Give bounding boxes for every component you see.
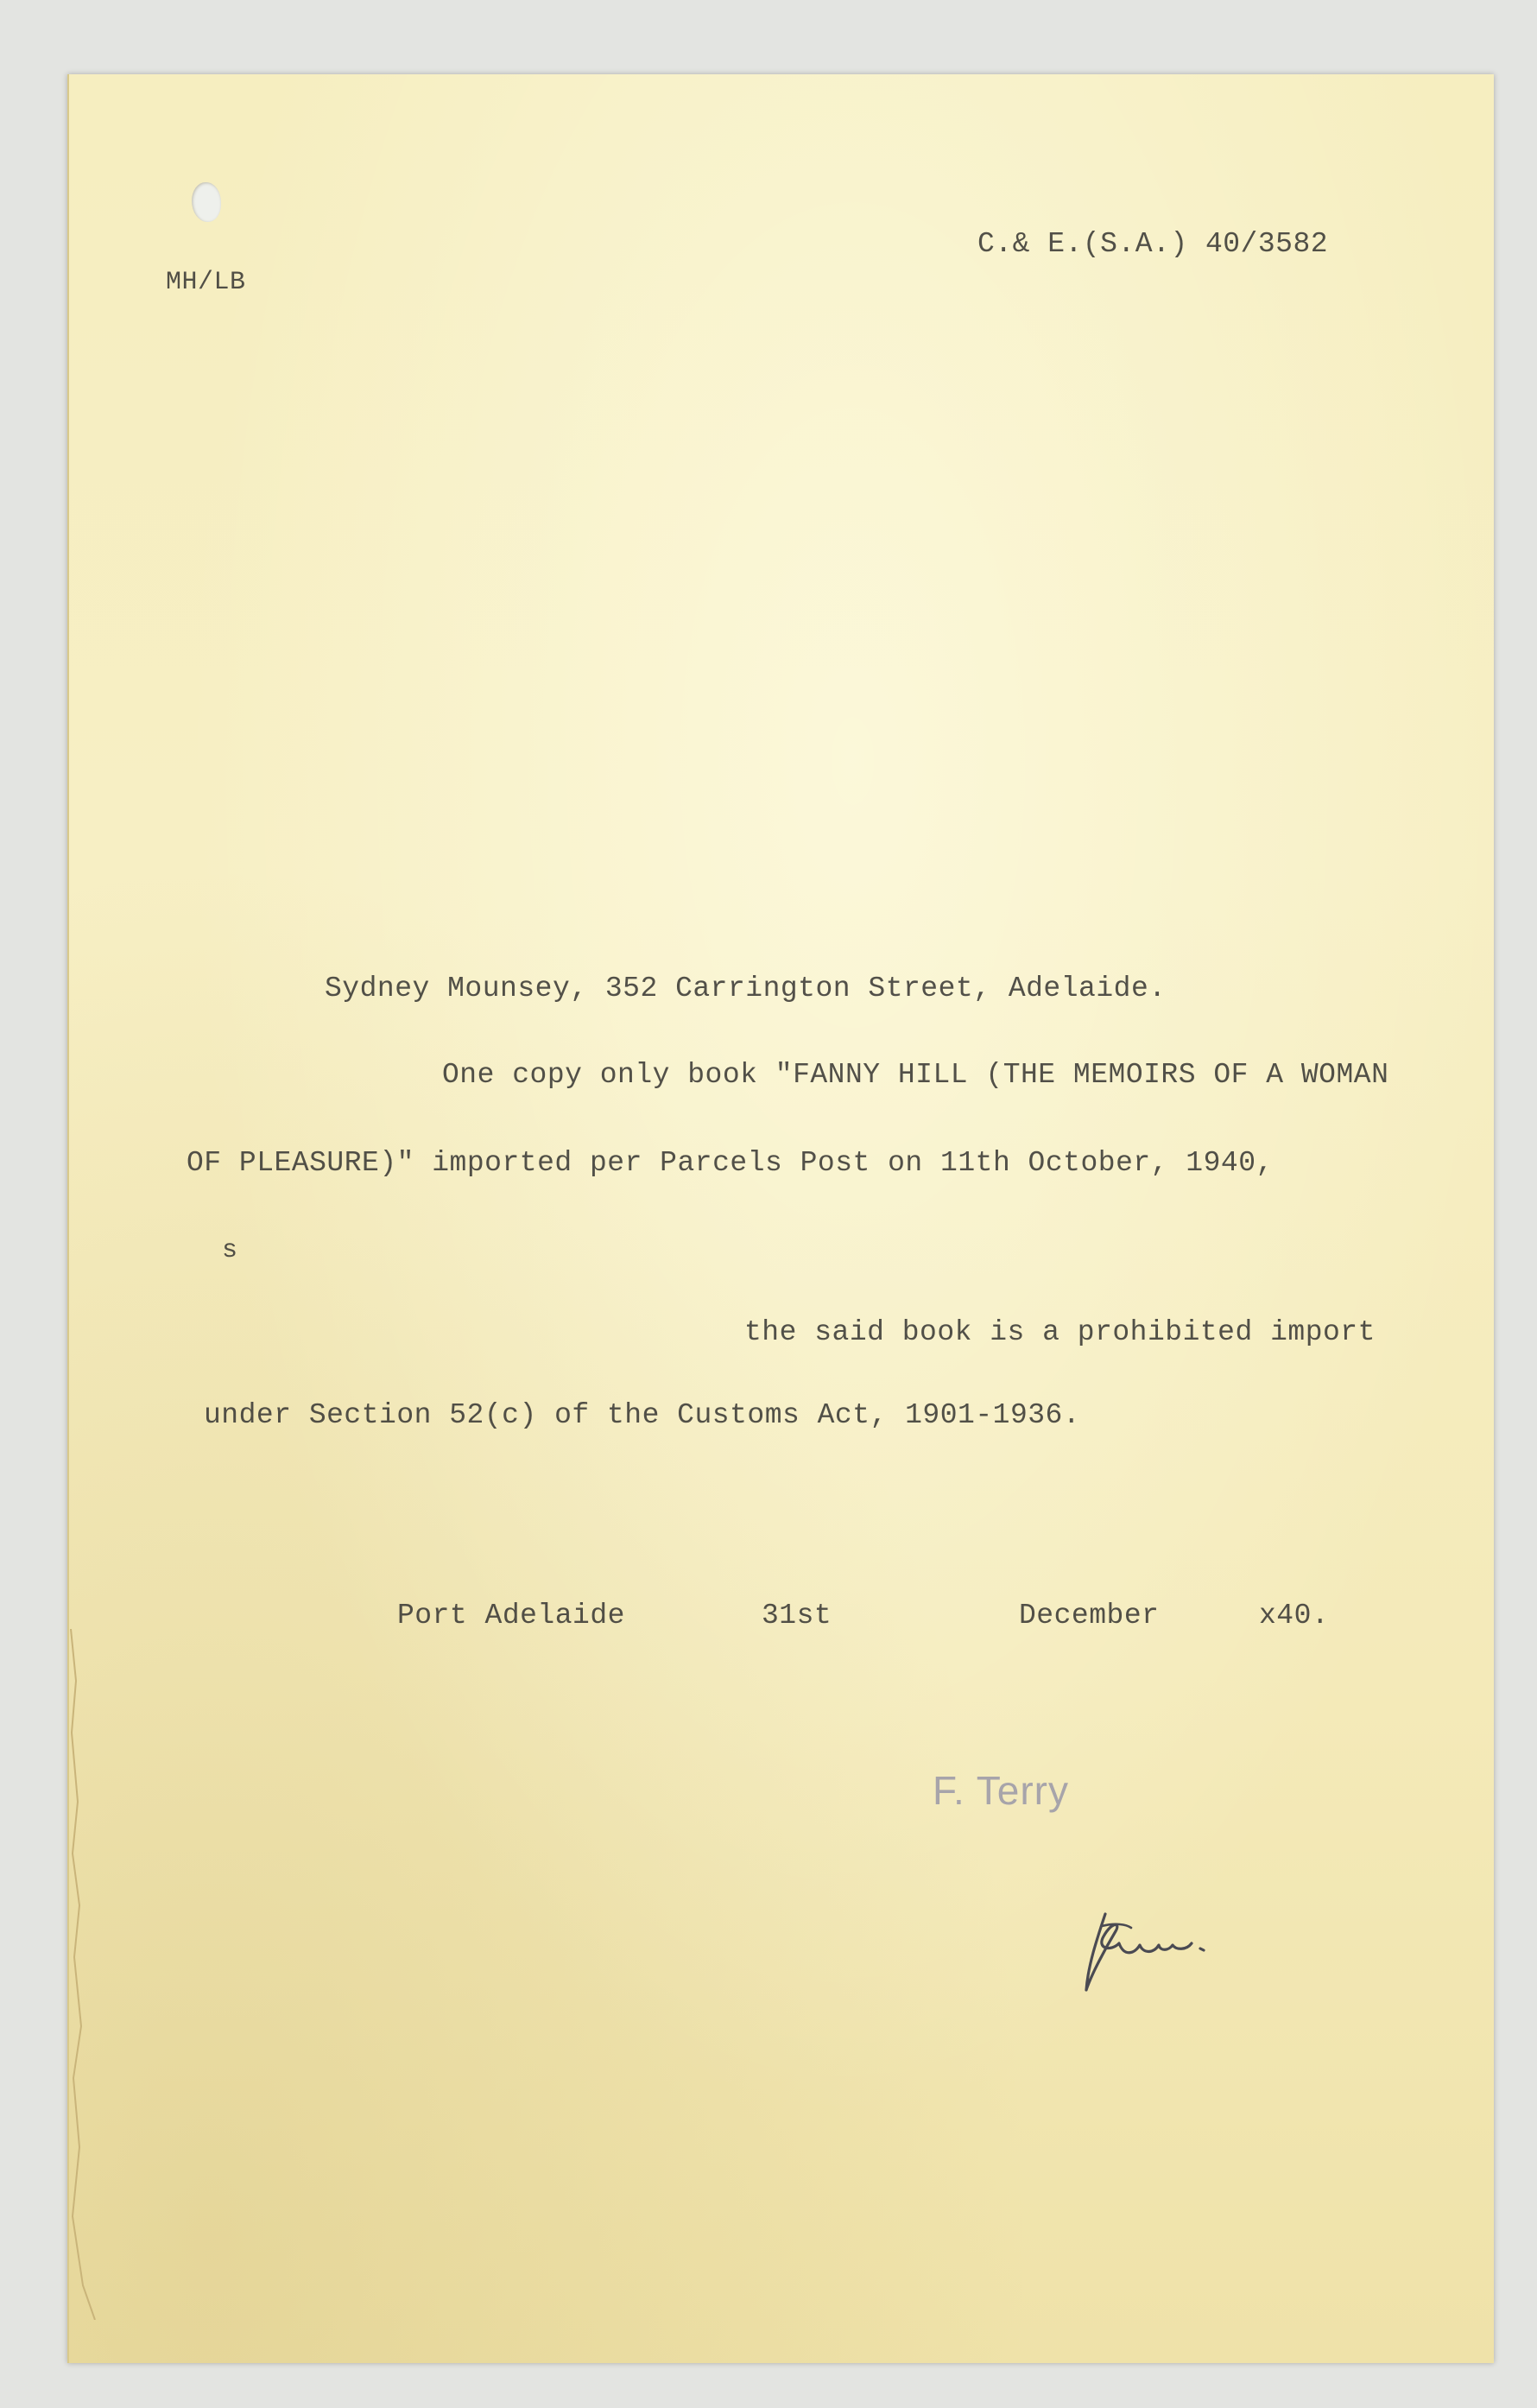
typist-initials: MH/LB [166, 268, 246, 297]
name-stamp: F. Terry [933, 1768, 1069, 1813]
body-line-2: OF PLEASURE)" imported per Parcels Post on 11th October, 1940, [187, 1147, 1274, 1179]
document-page [67, 74, 1494, 2363]
torn-edge [69, 1629, 104, 2320]
body-line-4: under Section 52(c) of the Customs Act, 1901-1936. [204, 1399, 1081, 1431]
body-line-3: the said book is a prohibited import [744, 1316, 1376, 1348]
dateline-day: 31st [762, 1600, 832, 1632]
dateline-place: Port Adelaide [397, 1600, 625, 1632]
dateline-month: December [1019, 1600, 1160, 1632]
body-line-1: One copy only book "FANNY HILL (THE MEMOIRS OF A WOMAN [442, 1059, 1389, 1091]
reference-number: C.& E.(S.A.) 40/3582 [977, 228, 1329, 260]
dateline-year: x40. [1259, 1600, 1330, 1632]
body-marker: s [222, 1236, 238, 1265]
addressee-line: Sydney Mounsey, 352 Carrington Street, Adelaide. [325, 973, 1167, 1004]
punch-hole [192, 182, 221, 222]
handwritten-signature [1071, 1897, 1235, 2000]
